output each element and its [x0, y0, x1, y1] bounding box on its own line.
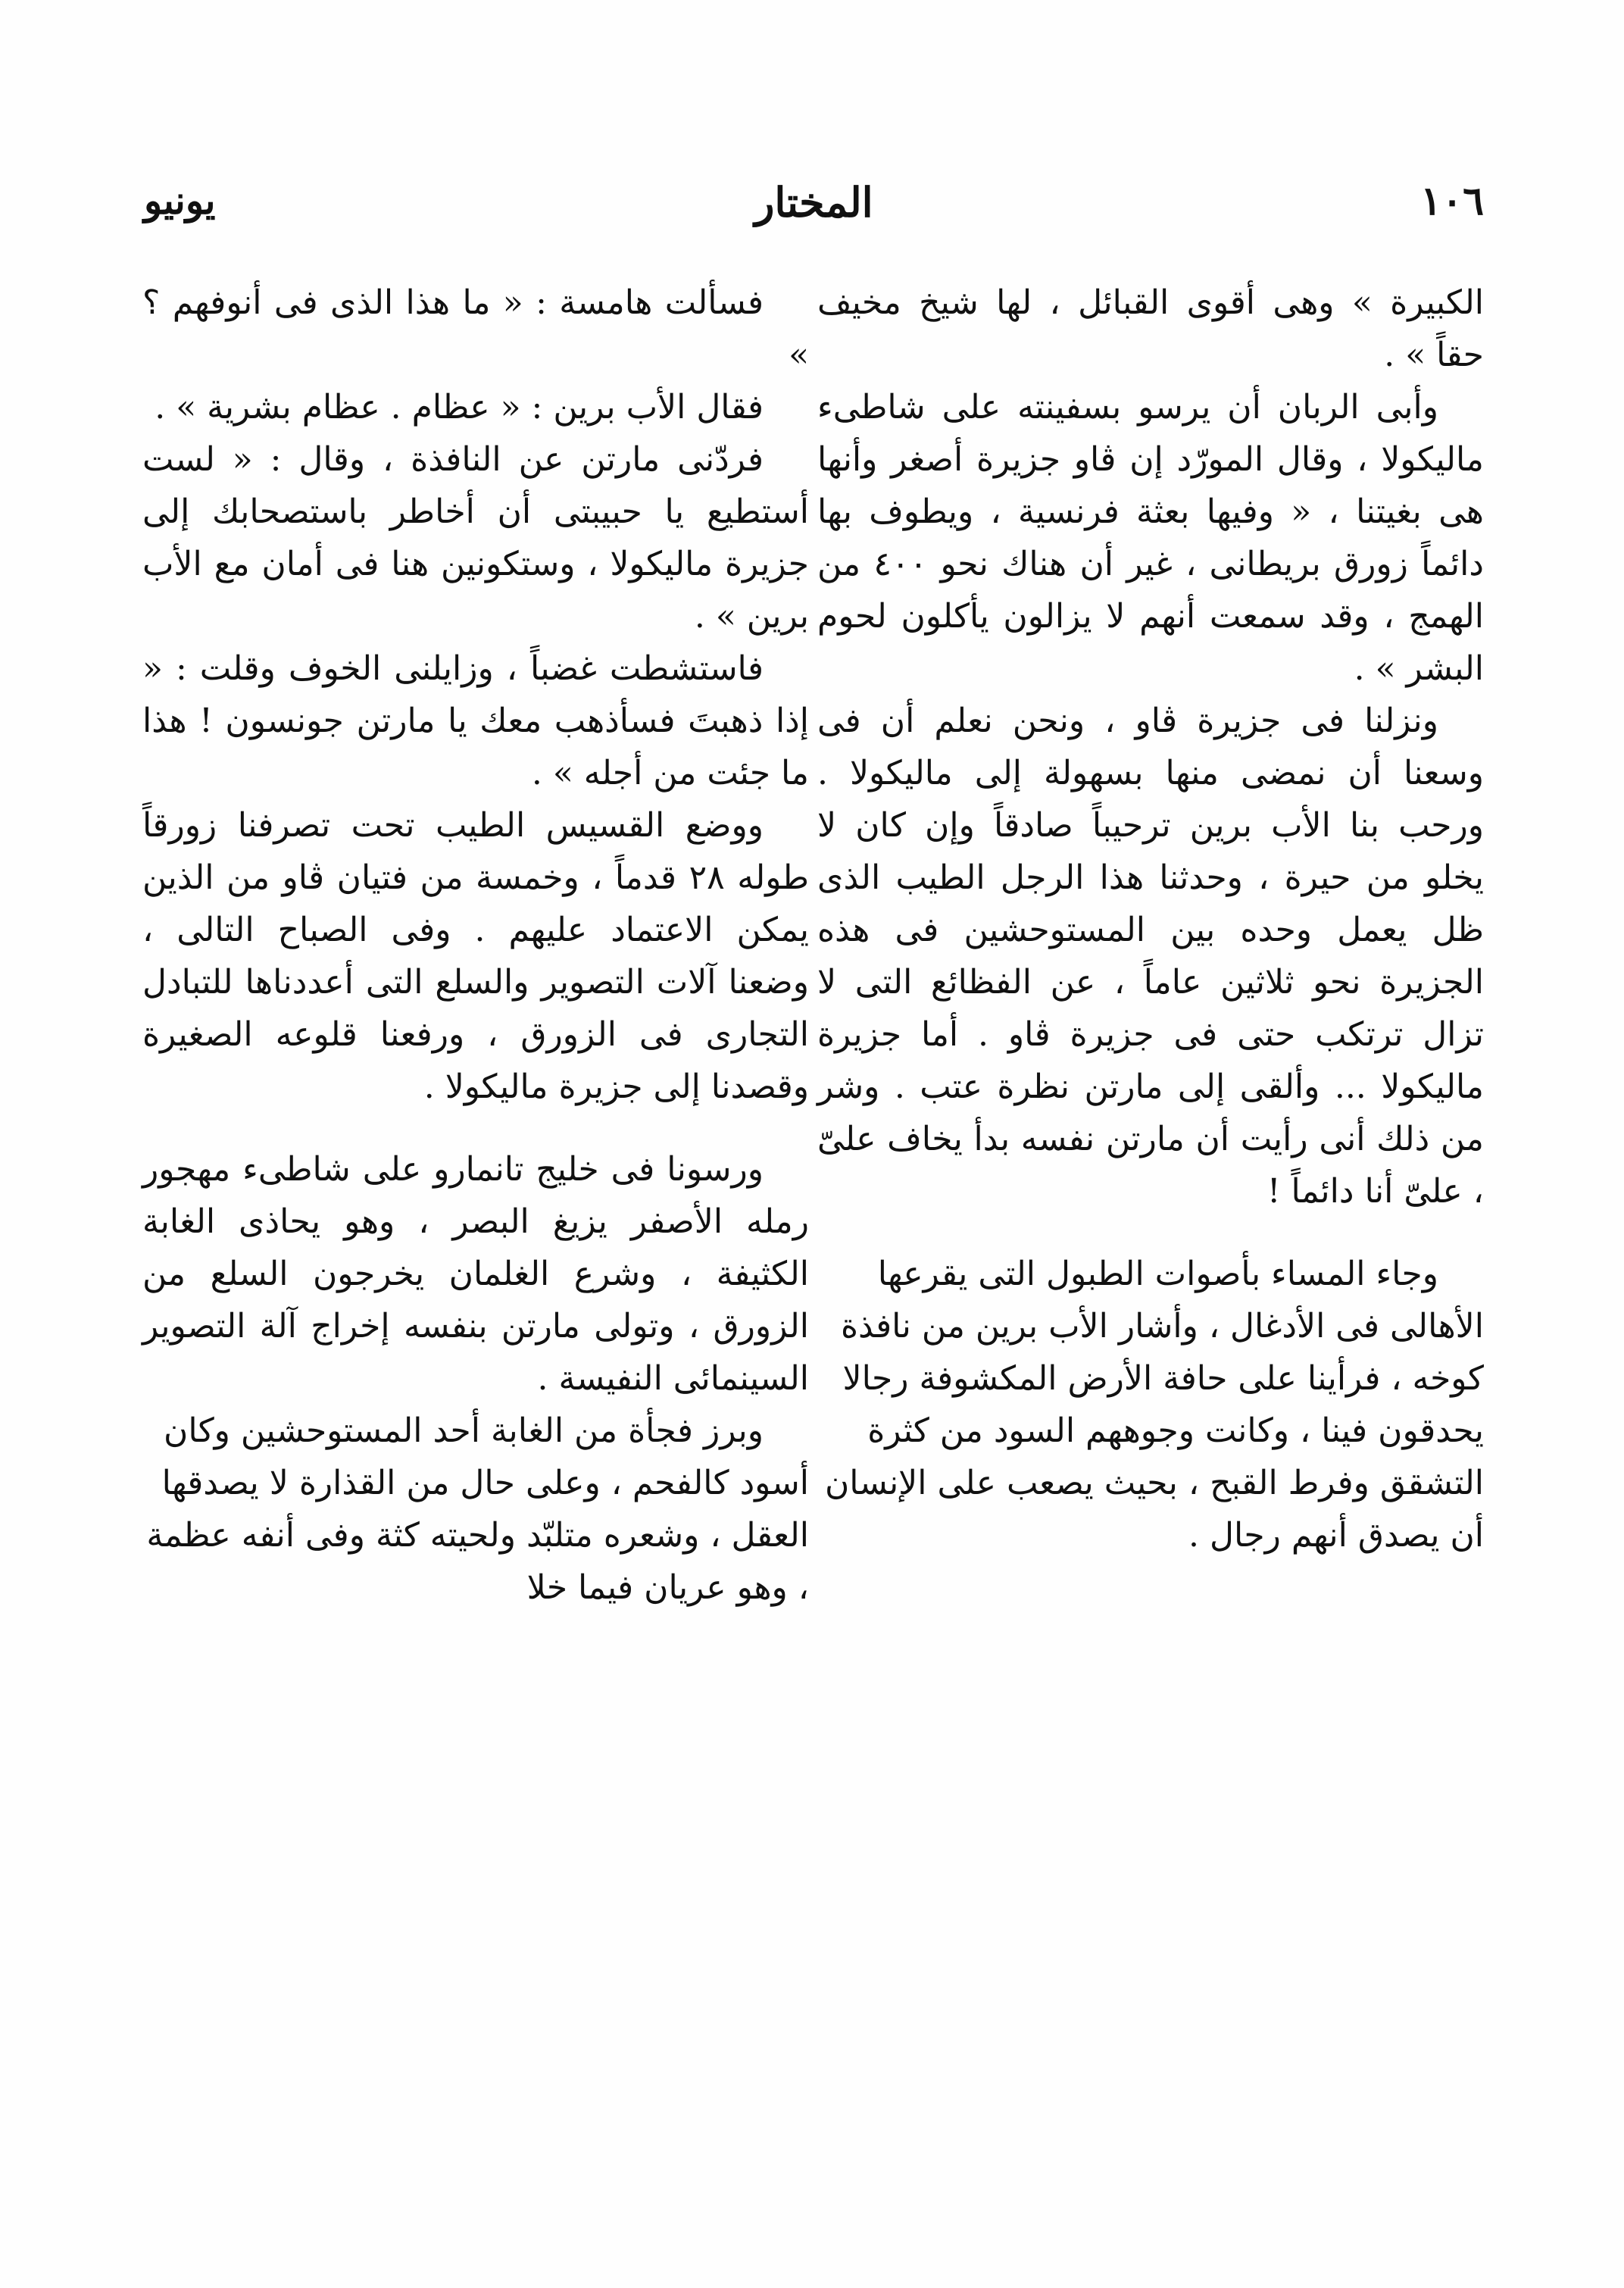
header-journal-title: المختار: [754, 178, 873, 227]
header-page-number: ١٠٦: [1420, 178, 1484, 224]
paragraph: ونزلنا فى جزيرة ڤاو ، ونحن نعلم أن فى وسعنا أن نمضى منها بسهولة إلى ماليكولا . ورحب بنا الأب برين ترحيباً صادقاً وإن كان لا يخلو من حيرة ، وحدثنا هذا الرجل الطيب الذى ظل يعمل وحده بين المستوحشين فى هذه الجزيرة نحو ثلاثين عاماً ، عن الفظائع التى لا تزال ترتكب حتى فى جزيرة ڤاو . أما جزيرة ماليكولا ... وألقى إلى مارتن نظرة عتب . وشر من ذلك أنى رأيت أن مارتن نفسه بدأ يخاف علىّ ، علىّ أنا دائماً !: [817, 702, 1484, 1211]
header-month: يونيو: [144, 178, 216, 223]
paragraph: ورسونا فى خليج تانمارو على شاطىء مهجور رمله الأصفر يزيغ البصر ، وهو يحاذى الغابة الكثيفة ، وشرع الغلمان يخرجون السلع من الزورق ، وتولى مارتن بنفسه إخراج آلة التصوير السينمائى النفيسة .: [142, 1150, 809, 1398]
paragraph: فردّنى مارتن عن النافذة ، وقال : « لست أستطيع يا حبيبتى أن أخاطر باستصحابك إلى جزيرة ماليكولا ، وستكونين هنا فى أمان مع الأب برين » .: [142, 440, 809, 636]
paragraph: فاستشطت غضباً ، وزايلنى الخوف وقلت : « إذا ذهبتَ فسأذهب معك يا مارتن جونسون ! هذا ما جئت من أجله » .: [142, 649, 809, 792]
paragraph: وجاء المساء بأصوات الطبول التى يقرعها الأهالى فى الأدغال ، وأشار الأب برين من نافذة كوخه ، فرأينا على حافة الأرض المكشوفة رجالا يحدقون فينا ، وكانت وجوههم السود من كثرة التشقق وفرط القبح ، بحيث يصعب على الإنسان أن يصدق أنهم رجال .: [824, 1255, 1484, 1555]
paragraph: فسألت هامسة : « ما هذا الذى فى أنوفهم ؟ »: [142, 283, 809, 374]
paragraph: فقال الأب برين : « عظام . عظام بشرية » .: [155, 388, 764, 427]
paragraph: وأبى الربان أن يرسو بسفينته على شاطىء ماليكولا ، وقال المورّد إن ڤاو جزيرة أصغر وأنها هى بغيتنا ، « وفيها بعثة فرنسية ، ويطوف بها دائماً زورق بريطانى ، غير أن هناك نحو ٤٠٠ من الهمج ، وقد سمعت أنهم لا يزالون يأكلون لحوم البشر » .: [817, 388, 1484, 688]
page-header: [144, 178, 1484, 246]
paragraph: الكبيرة » وهى أقوى القبائل ، لها شيخ مخيف حقاً » .: [817, 283, 1484, 374]
left-column: [142, 277, 809, 1614]
paragraph: وبرز فجأة من الغابة أحد المستوحشين وكان أسود كالفحم ، وعلى حال من القذارة لا يصدقها العقل ، وشعره متلبّد ولحيته كثة وفى أنفه عظمة ، وهو عريان فيما خلا: [146, 1411, 809, 1607]
paragraph: ووضع القسيس الطيب تحت تصرفنا زورقاً طوله ٢٨ قدماً ، وخمسة من فتيان ڤاو من الذين يمكن الاعتماد عليهم . وفى الصباح التالى ، وضعنا آلات التصوير والسلع التى أعددناها للتبادل التجارى فى الزورق ، ورفعنا قلوعه الصغيرة وقصدنا إلى جزيرة ماليكولا .: [142, 806, 809, 1106]
right-column: [817, 277, 1484, 1561]
